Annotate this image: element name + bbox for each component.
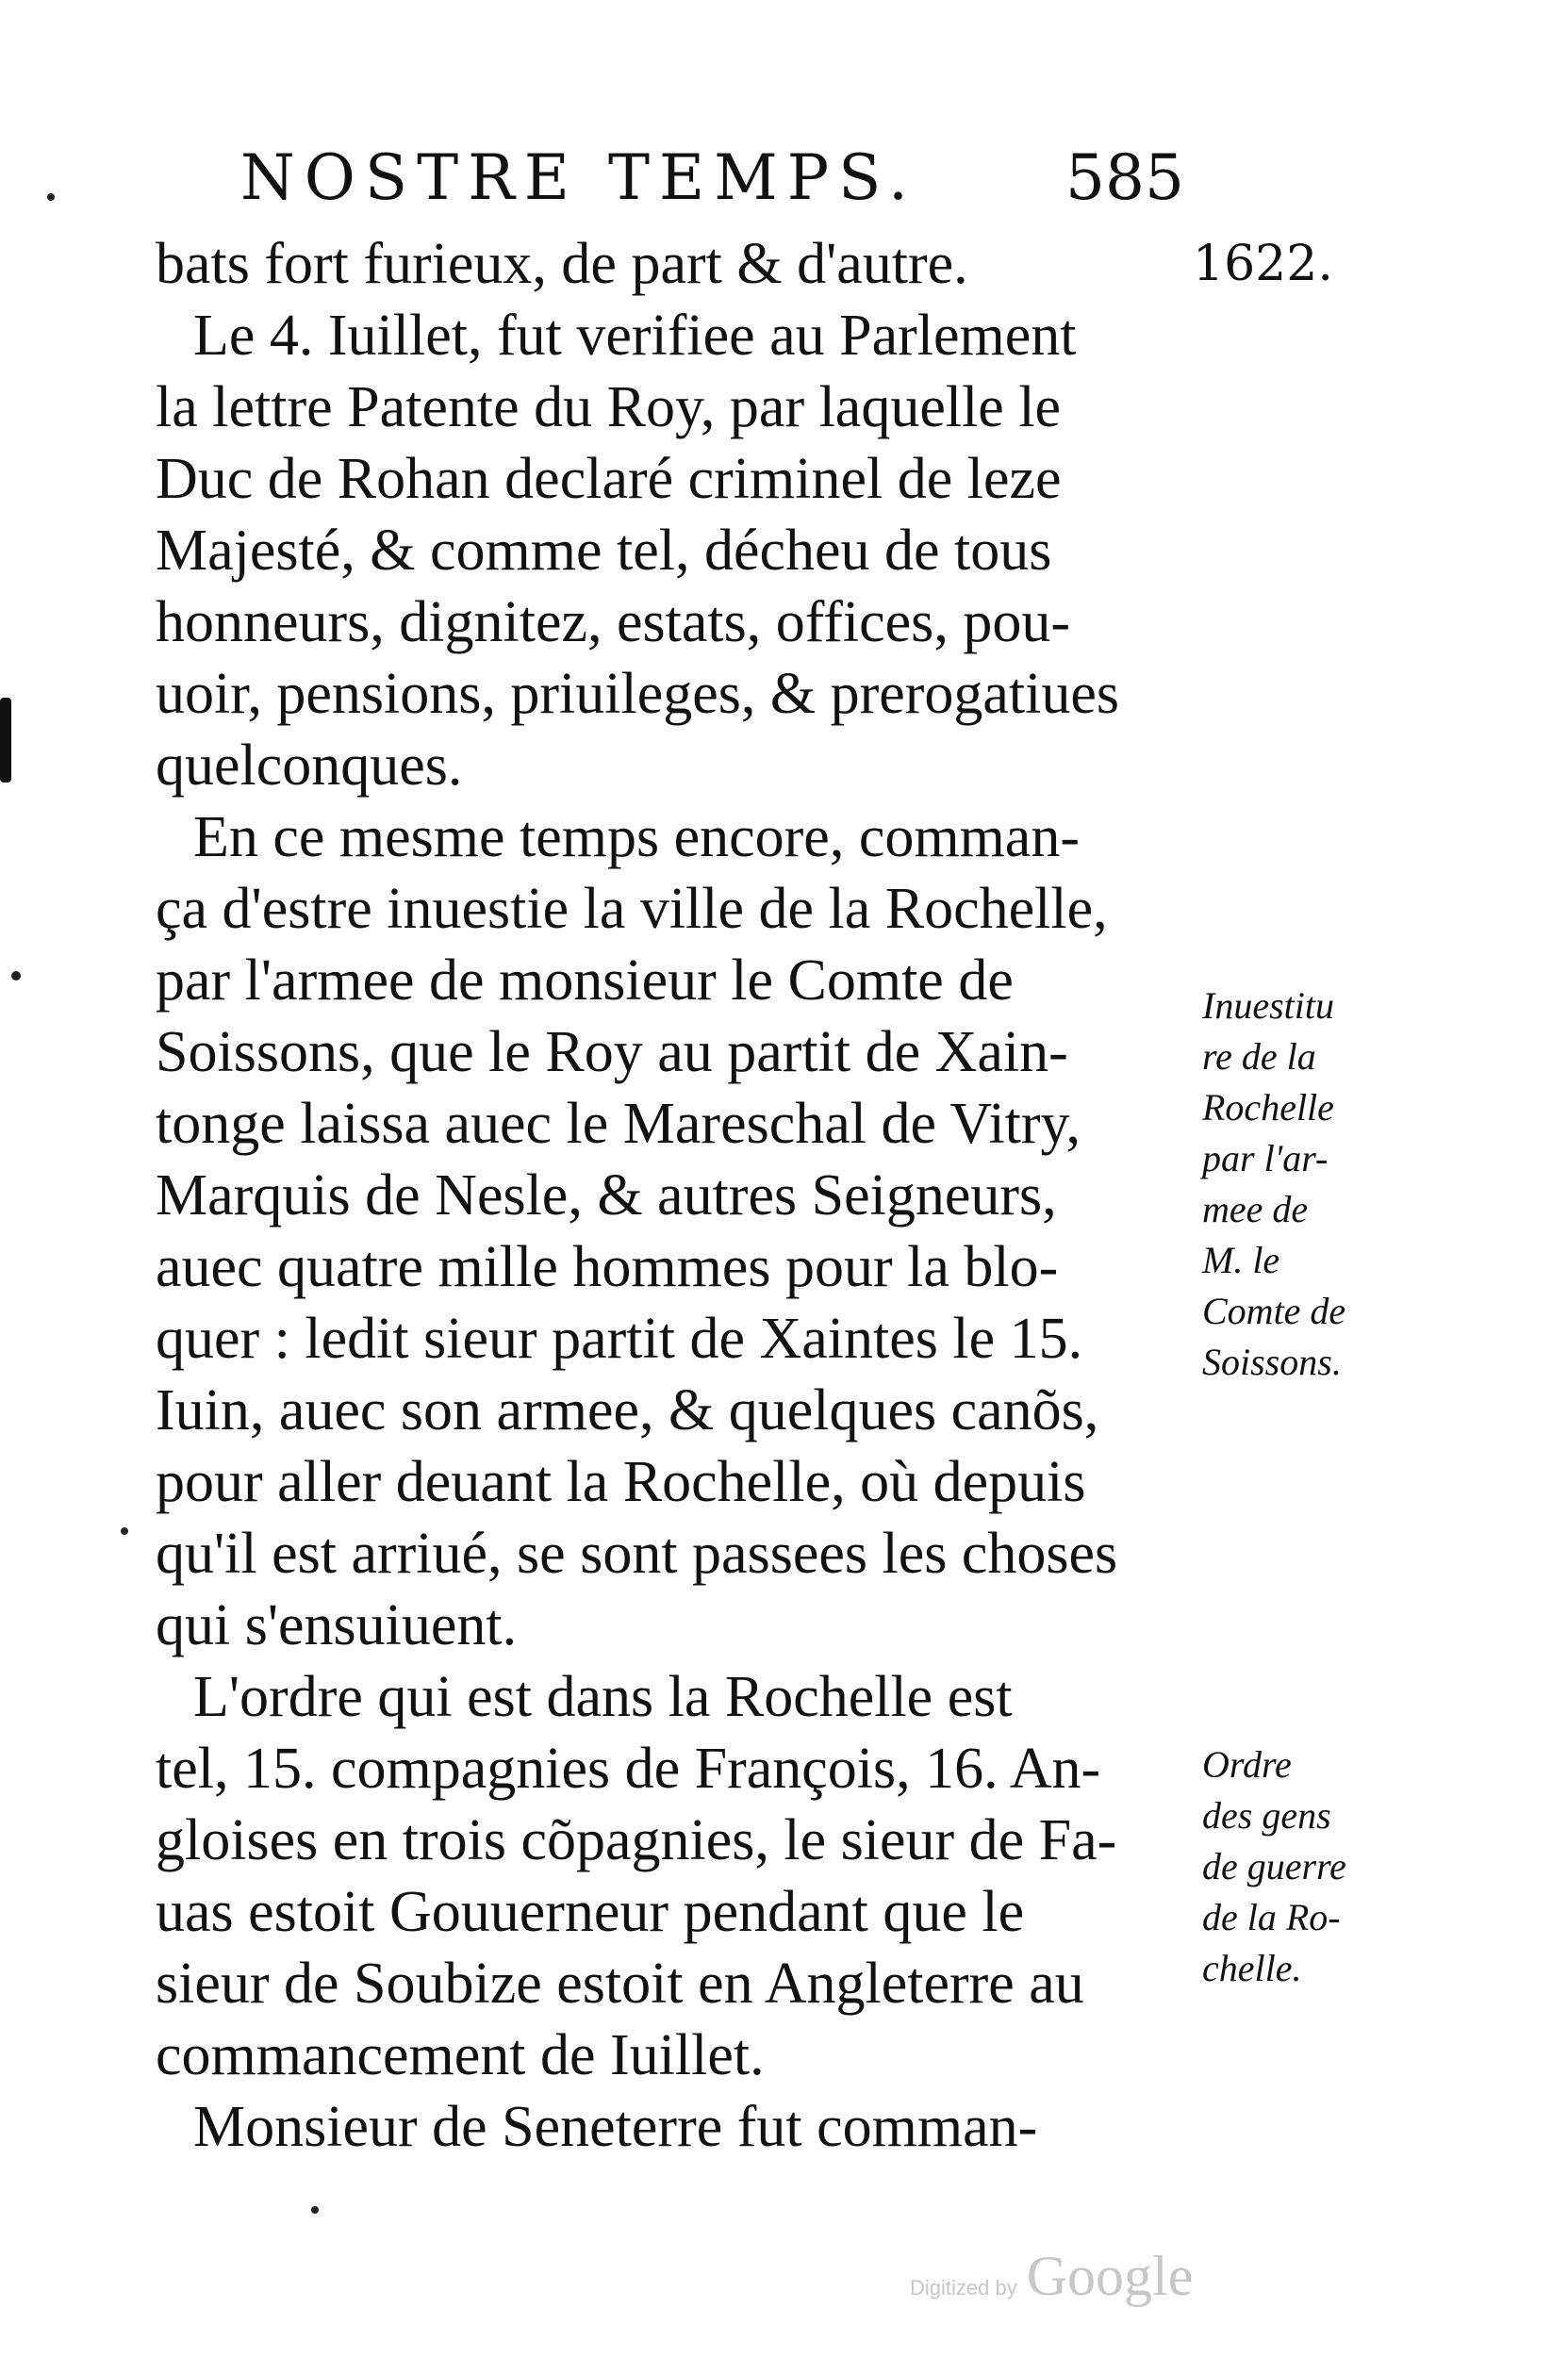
text-line: Majesté, & comme tel, décheu de tous (156, 519, 1052, 583)
margin-note-line: Soissons. (1202, 1341, 1342, 1383)
text-line: sieur de Soubize estoit en Angleterre au (156, 1952, 1084, 2016)
margin-note-investiture (1202, 981, 1391, 1388)
ink-speck (47, 193, 55, 201)
text-line: auec quatre mille hommes pour la blo- (156, 1235, 1059, 1299)
page-number: 585 (1065, 141, 1184, 214)
text-line: Marquis de Nesle, & autres Seigneurs, (156, 1163, 1057, 1228)
text-line: honneurs, dignitez, estats, offices, pou- (156, 590, 1070, 654)
ink-speck (121, 1527, 128, 1535)
text-line: uoir, pensions, priuileges, & prerogatiues (156, 662, 1120, 726)
text-line: tonge laissa auec le Mareschal de Vitry, (156, 1092, 1081, 1156)
margin-note-line: Comte de (1202, 1290, 1346, 1332)
text-line: uas estoit Gouuerneur pendant que le (156, 1880, 1025, 1944)
text-line: Soissons, que le Roy au partit de Xain- (156, 1020, 1068, 1084)
text-line: par l'armee de monsieur le Comte de (156, 948, 1014, 1013)
margin-note-ordre (1202, 1739, 1391, 1994)
watermark-brand: Google (1026, 2245, 1194, 2307)
text-line: gloises en trois cõpagnies, le sieur de Fa- (156, 1808, 1117, 1872)
text-line: quer : ledit sieur partit de Xaintes le 15. (156, 1307, 1083, 1371)
text-line: quelconques. (156, 733, 463, 798)
margin-note-line: M. le (1202, 1239, 1280, 1281)
margin-note-line: re de la (1202, 1035, 1316, 1078)
margin-note-line: Rochelle (1202, 1086, 1334, 1129)
margin-year: 1622. (1193, 236, 1333, 292)
running-head: NOSTRE TEMPS. (240, 141, 917, 214)
margin-note-line: Ordre (1202, 1743, 1292, 1786)
text-line: qui s'ensuiuent. (156, 1593, 518, 1657)
text-line: Monsieur de Seneterre fut comman- (193, 2095, 1038, 2159)
text-line: L'ordre qui est dans la Rochelle est (193, 1665, 1013, 1729)
margin-note-line: mee de (1202, 1188, 1309, 1230)
text-line: Iuin, auec son armee, & quelques canõs, (156, 1378, 1099, 1442)
text-line: commancement de Iuillet. (156, 2023, 765, 2087)
body-text (156, 228, 1202, 2163)
margin-note-line: de la Ro- (1202, 1896, 1341, 1938)
watermark-prefix: Digitized by (910, 2276, 1017, 2299)
text-line: tel, 15. compagnies de François, 16. An- (156, 1737, 1101, 1801)
binding-edge-mark (0, 698, 11, 783)
ink-speck (311, 2206, 319, 2214)
margin-note-line: par l'ar- (1202, 1137, 1329, 1179)
margin-note-line: Inuestitu (1202, 984, 1334, 1027)
text-line: En ce mesme temps encore, comman- (193, 805, 1080, 869)
digitization-watermark (910, 2244, 1193, 2309)
text-line: pour aller deuant la Rochelle, où depuis (156, 1450, 1086, 1514)
margin-note-line: de guerre (1202, 1845, 1346, 1887)
text-line: ça d'estre inuestie la ville de la Rochelle, (156, 877, 1108, 941)
text-line: la lettre Patente du Roy, par laquelle le (156, 375, 1062, 439)
margin-note-line: des gens (1202, 1794, 1331, 1837)
text-line: Le 4. Iuillet, fut verifiee au Parlement (193, 304, 1077, 368)
text-line: Duc de Rohan declaré criminel de leze (156, 447, 1062, 511)
text-line: qu'il est arriué, se sont passees les choses (156, 1522, 1118, 1586)
ink-speck (11, 971, 21, 981)
text-line: bats fort furieux, de part & d'autre. (156, 232, 968, 296)
margin-note-line: chelle. (1202, 1947, 1302, 1989)
